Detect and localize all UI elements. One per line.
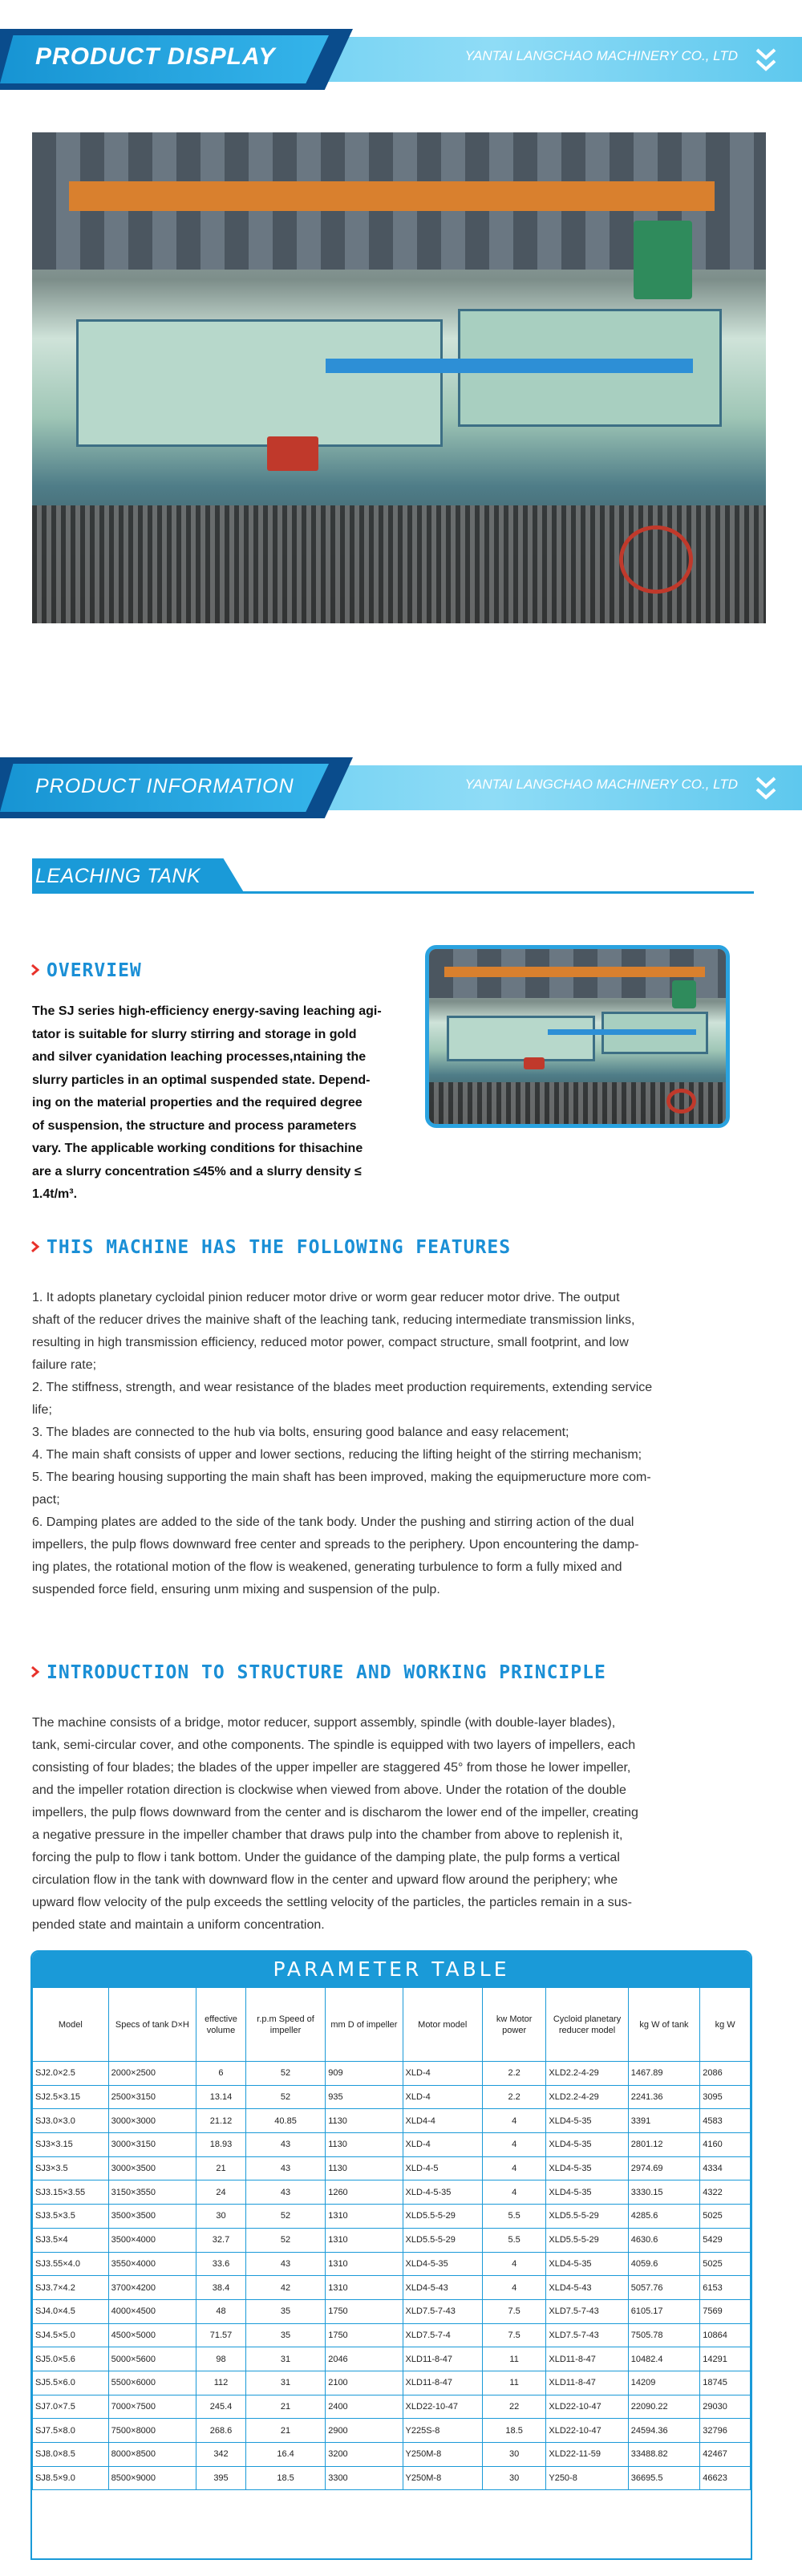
table-cell: 2.2: [482, 2062, 545, 2086]
chevron-right-icon: [30, 1665, 40, 1678]
table-cell: 7500×8000: [108, 2419, 196, 2443]
table-cell: 7505.78: [628, 2323, 700, 2347]
table-cell: 342: [196, 2443, 246, 2467]
table-row: [33, 2323, 751, 2347]
table-row: [33, 2371, 751, 2395]
table-cell: 1130: [326, 2109, 403, 2133]
table-cell: 16.4: [245, 2443, 325, 2467]
table-cell: SJ7.0×7.5: [33, 2395, 109, 2419]
table-cell: 24594.36: [628, 2419, 700, 2443]
table-cell: 4285.6: [628, 2205, 700, 2229]
table-row: [33, 2228, 751, 2252]
table-cell: SJ7.5×8.0: [33, 2419, 109, 2443]
table-cell: XLD11-8-47: [546, 2347, 628, 2371]
table-cell: SJ3.7×4.2: [33, 2276, 109, 2300]
overview-text: The SJ series high-efficiency energy-saving leaching agi- tator is suitable for slurry stirring and storage in gold and silver cyanidation leaching processes,ntaining the slurry particles in an optimal suspended state. Depend- ing on the material properties and the required degree of suspension, the structure and process parameters vary. The applicable working conditions for thisachine are a slurry concentration ≤45% and a slurry density ≤ 1.4t/m³.: [32, 1004, 382, 1201]
table-cell: 8000×8500: [108, 2443, 196, 2467]
table-cell: 43: [245, 2156, 325, 2180]
table-cell: 4160: [700, 2133, 751, 2157]
table-cell: 1130: [326, 2156, 403, 2180]
table-cell: 7569: [700, 2299, 751, 2323]
table-cell: 245.4: [196, 2395, 246, 2419]
parameter-table-title: PARAMETER TABLE: [32, 1952, 751, 1987]
table-cell: 3391: [628, 2109, 700, 2133]
table-cell: XLD-4-5: [403, 2156, 482, 2180]
table-cell: 4: [482, 2252, 545, 2276]
table-cell: 11: [482, 2347, 545, 2371]
table-cell: 52: [245, 2205, 325, 2229]
table-cell: XLD-4: [403, 2085, 482, 2109]
table-cell: 5.5: [482, 2228, 545, 2252]
table-cell: XLD5.5-5-29: [403, 2205, 482, 2229]
table-header-cell: kw Motor power: [482, 1988, 545, 2062]
table-cell: 1310: [326, 2228, 403, 2252]
table-cell: Y250M-8: [403, 2443, 482, 2467]
table-cell: 3500×4000: [108, 2228, 196, 2252]
table-cell: 32.7: [196, 2228, 246, 2252]
table-cell: 5025: [700, 2252, 751, 2276]
table-cell: 4: [482, 2276, 545, 2300]
table-cell: 10864: [700, 2323, 751, 2347]
section-title-text: LEACHING TANK: [35, 865, 201, 887]
table-row: [33, 2299, 751, 2323]
table-cell: 909: [326, 2062, 403, 2086]
table-cell: 2801.12: [628, 2133, 700, 2157]
table-cell: XLD11-8-47: [403, 2347, 482, 2371]
table-cell: SJ3.5×4: [33, 2228, 109, 2252]
table-cell: XLD-4: [403, 2062, 482, 2086]
table-cell: 2046: [326, 2347, 403, 2371]
table-cell: SJ8.5×9.0: [33, 2466, 109, 2490]
table-cell: XLD4-5-35: [403, 2252, 482, 2276]
table-cell: 33.6: [196, 2252, 246, 2276]
table-cell: SJ4.0×4.5: [33, 2299, 109, 2323]
table-cell: 42: [245, 2276, 325, 2300]
table-cell: 395: [196, 2466, 246, 2490]
table-cell: 1260: [326, 2180, 403, 2205]
table-cell: 3200: [326, 2443, 403, 2467]
table-cell: 4000×4500: [108, 2299, 196, 2323]
table-cell: 18.93: [196, 2133, 246, 2157]
table-cell: 5025: [700, 2205, 751, 2229]
table-cell: SJ4.5×5.0: [33, 2323, 109, 2347]
table-cell: 5500×6000: [108, 2371, 196, 2395]
table-cell: 3000×3500: [108, 2156, 196, 2180]
table-cell: 3000×3150: [108, 2133, 196, 2157]
table-cell: 2100: [326, 2371, 403, 2395]
table-cell: 3550×4000: [108, 2252, 196, 2276]
table-cell: 2974.69: [628, 2156, 700, 2180]
table-cell: SJ2.0×2.5: [33, 2062, 109, 2086]
table-cell: Y250M-8: [403, 2466, 482, 2490]
table-cell: XLD22-10-47: [546, 2419, 628, 2443]
table-cell: 2900: [326, 2419, 403, 2443]
features-text: 1. It adopts planetary cycloidal pinion reducer motor drive or worm gear reducer motor drive. The output shaft of the reducer drives the mainive shaft of the leaching tank, reducing intermediate transmission links, resulting in high transmission efficiency, reduced motor power, compact structure, small footprint, and low failure rate; 2. The stiffness, strength, and wear resistance of the blades meet production requirements, extending service life; 3. The blades are connected to the hub via bolts, ensuring good balance and easy relacement; 4. The main shaft consists of upper and lower sections, reducing the lifting height of the stirring mechanism; 5. The bearing housing supporting the main shaft has been improved, making the equipmeructure more com- pact; 6. Damping plates are added to the side of the tank body. Under the pushing and stirring action of the dual impellers, the pulp flows downward free center and spreads to the periphery. Upon encountering the damp- ing plates, the rotational motion of the flow is weakened, generating turbulence to form a fully mixed and suspended force field, ensuring unm mixing and suspension of the pulp.: [32, 1291, 653, 1596]
principle-heading: INTRODUCTION TO STRUCTURE AND WORKING PRINCIPLE: [30, 1662, 606, 1683]
table-cell: 43: [245, 2180, 325, 2205]
table-cell: XLD11-8-47: [403, 2371, 482, 2395]
table-cell: 4: [482, 2133, 545, 2157]
table-cell: 2400: [326, 2395, 403, 2419]
table-cell: 52: [245, 2085, 325, 2109]
table-cell: 5057.76: [628, 2276, 700, 2300]
table-cell: 7000×7500: [108, 2395, 196, 2419]
table-header-row: [33, 1988, 751, 2062]
table-cell: 24: [196, 2180, 246, 2205]
table-cell: 30: [482, 2443, 545, 2467]
table-row: [33, 2276, 751, 2300]
table-cell: 43: [245, 2133, 325, 2157]
table-header-cell: Model: [33, 1988, 109, 2062]
table-cell: 2.2: [482, 2085, 545, 2109]
table-cell: 14209: [628, 2371, 700, 2395]
table-cell: SJ3×3.5: [33, 2156, 109, 2180]
table-row: [33, 2252, 751, 2276]
table-cell: XLD4-5-43: [403, 2276, 482, 2300]
chevron-right-icon: [30, 1240, 40, 1253]
banner-company: YANTAI LANGCHAO MACHINERY CO., LTD: [464, 777, 738, 792]
table-cell: 14291: [700, 2347, 751, 2371]
table-cell: 29030: [700, 2395, 751, 2419]
table-cell: Y250-8: [546, 2466, 628, 2490]
table-cell: XLD4-5-43: [546, 2276, 628, 2300]
table-cell: 36695.5: [628, 2466, 700, 2490]
section-title: [32, 858, 754, 894]
features-heading: THIS MACHINE HAS THE FOLLOWING FEATURES: [30, 1237, 511, 1258]
table-header-cell: Motor model: [403, 1988, 482, 2062]
table-header-cell: Cycloid planetary reducer model: [546, 1988, 628, 2062]
table-cell: 5.5: [482, 2205, 545, 2229]
table-cell: 21: [196, 2156, 246, 2180]
table-cell: 4630.6: [628, 2228, 700, 2252]
table-cell: 5429: [700, 2228, 751, 2252]
table-row: [33, 2180, 751, 2205]
table-cell: 3700×4200: [108, 2276, 196, 2300]
table-cell: 52: [245, 2228, 325, 2252]
table-cell: XLD-4: [403, 2133, 482, 2157]
table-cell: 1310: [326, 2276, 403, 2300]
table-row: [33, 2419, 751, 2443]
table-row: [33, 2443, 751, 2467]
table-cell: XLD5.5-5-29: [546, 2228, 628, 2252]
table-cell: SJ3.15×3.55: [33, 2180, 109, 2205]
table-cell: SJ3.0×3.0: [33, 2109, 109, 2133]
parameter-table-grid: [32, 1987, 751, 2490]
table-cell: 1310: [326, 2252, 403, 2276]
table-row: [33, 2347, 751, 2371]
table-cell: 935: [326, 2085, 403, 2109]
table-cell: XLD2.2-4-29: [546, 2062, 628, 2086]
product-photo: [32, 132, 766, 623]
table-cell: 2500×3150: [108, 2085, 196, 2109]
table-header-cell: kg W: [700, 1988, 751, 2062]
overview-photo: [425, 945, 730, 1128]
table-cell: XLD4-5-35: [546, 2156, 628, 2180]
table-cell: 21.12: [196, 2109, 246, 2133]
table-cell: XLD22-10-47: [403, 2395, 482, 2419]
table-cell: 21: [245, 2419, 325, 2443]
table-cell: 30: [482, 2466, 545, 2490]
table-cell: SJ5.0×5.6: [33, 2347, 109, 2371]
table-cell: XLD22-10-47: [546, 2395, 628, 2419]
table-cell: 11: [482, 2371, 545, 2395]
table-cell: 268.6: [196, 2419, 246, 2443]
table-row: [33, 2085, 751, 2109]
table-cell: 1750: [326, 2323, 403, 2347]
table-cell: XLD7.5-7-4: [403, 2323, 482, 2347]
overview-heading: OVERVIEW: [30, 960, 142, 981]
table-cell: 18.5: [245, 2466, 325, 2490]
table-cell: 48: [196, 2299, 246, 2323]
table-cell: 5000×5600: [108, 2347, 196, 2371]
table-row: [33, 2395, 751, 2419]
table-cell: 4322: [700, 2180, 751, 2205]
table-cell: 30: [196, 2205, 246, 2229]
table-cell: 1750: [326, 2299, 403, 2323]
table-cell: 4: [482, 2180, 545, 2205]
product-display-banner: [0, 29, 802, 90]
chevron-down-icon: [754, 773, 778, 802]
table-cell: 1310: [326, 2205, 403, 2229]
table-cell: XLD2.2-4-29: [546, 2085, 628, 2109]
table-cell: 52: [245, 2062, 325, 2086]
table-cell: 7.5: [482, 2299, 545, 2323]
table-cell: XLD5.5-5-29: [546, 2205, 628, 2229]
table-header-cell: Specs of tank D×H: [108, 1988, 196, 2062]
table-cell: XLD7.5-7-43: [546, 2299, 628, 2323]
table-cell: XLD-4-5-35: [403, 2180, 482, 2205]
table-cell: 42467: [700, 2443, 751, 2467]
table-cell: 4: [482, 2156, 545, 2180]
table-cell: 18.5: [482, 2419, 545, 2443]
table-cell: 40.85: [245, 2109, 325, 2133]
product-information-banner: [0, 757, 802, 818]
banner-title: PRODUCT INFORMATION: [35, 775, 294, 797]
table-cell: XLD22-11-59: [546, 2443, 628, 2467]
table-cell: 3095: [700, 2085, 751, 2109]
table-cell: 6153: [700, 2276, 751, 2300]
table-cell: 1130: [326, 2133, 403, 2157]
table-cell: SJ3.55×4.0: [33, 2252, 109, 2276]
table-cell: 112: [196, 2371, 246, 2395]
table-cell: 2241.36: [628, 2085, 700, 2109]
table-cell: 18745: [700, 2371, 751, 2395]
table-cell: 3300: [326, 2466, 403, 2490]
table-row: [33, 2133, 751, 2157]
table-cell: 6105.17: [628, 2299, 700, 2323]
table-cell: SJ3.5×3.5: [33, 2205, 109, 2229]
table-cell: 35: [245, 2299, 325, 2323]
table-cell: 13.14: [196, 2085, 246, 2109]
table-cell: 2000×2500: [108, 2062, 196, 2086]
table-cell: 21: [245, 2395, 325, 2419]
table-row: [33, 2205, 751, 2229]
table-cell: 2086: [700, 2062, 751, 2086]
table-cell: XLD4-5-35: [546, 2180, 628, 2205]
table-cell: 1467.89: [628, 2062, 700, 2086]
table-cell: SJ3×3.15: [33, 2133, 109, 2157]
table-header-cell: mm D of impeller: [326, 1988, 403, 2062]
table-cell: XLD4-5-35: [546, 2109, 628, 2133]
table-cell: 43: [245, 2252, 325, 2276]
table-cell: 22: [482, 2395, 545, 2419]
table-cell: Y225S-8: [403, 2419, 482, 2443]
table-cell: XLD4-4: [403, 2109, 482, 2133]
table-header-cell: effective volume: [196, 1988, 246, 2062]
table-cell: SJ5.5×6.0: [33, 2371, 109, 2395]
table-cell: 3500×3500: [108, 2205, 196, 2229]
table-cell: 35: [245, 2323, 325, 2347]
banner-title: PRODUCT DISPLAY: [35, 43, 276, 70]
table-cell: 31: [245, 2371, 325, 2395]
table-cell: SJ8.0×8.5: [33, 2443, 109, 2467]
table-cell: 33488.82: [628, 2443, 700, 2467]
table-cell: 8500×9000: [108, 2466, 196, 2490]
table-cell: XLD7.5-7-43: [546, 2323, 628, 2347]
table-cell: 71.57: [196, 2323, 246, 2347]
table-cell: XLD11-8-47: [546, 2371, 628, 2395]
chevron-down-icon: [754, 45, 778, 74]
table-row: [33, 2062, 751, 2086]
table-cell: 4583: [700, 2109, 751, 2133]
table-cell: 3330.15: [628, 2180, 700, 2205]
chevron-right-icon: [30, 963, 40, 976]
table-cell: 3150×3550: [108, 2180, 196, 2205]
table-cell: XLD5.5-5-29: [403, 2228, 482, 2252]
table-row: [33, 2109, 751, 2133]
table-header-cell: kg W of tank: [628, 1988, 700, 2062]
table-cell: 7.5: [482, 2323, 545, 2347]
table-body: [33, 2062, 751, 2490]
parameter-table: [30, 1950, 752, 2560]
table-header-cell: r.p.m Speed of impeller: [245, 1988, 325, 2062]
table-row: [33, 2156, 751, 2180]
table-cell: 98: [196, 2347, 246, 2371]
table-cell: 31: [245, 2347, 325, 2371]
table-cell: 4334: [700, 2156, 751, 2180]
table-cell: XLD7.5-7-43: [403, 2299, 482, 2323]
section-divider: [32, 891, 754, 894]
table-cell: 32796: [700, 2419, 751, 2443]
table-cell: XLD4-5-35: [546, 2133, 628, 2157]
table-cell: SJ2.5×3.15: [33, 2085, 109, 2109]
table-cell: 46623: [700, 2466, 751, 2490]
table-cell: 3000×3000: [108, 2109, 196, 2133]
table-row: [33, 2466, 751, 2490]
table-cell: 4059.6: [628, 2252, 700, 2276]
table-cell: 10482.4: [628, 2347, 700, 2371]
table-cell: 4: [482, 2109, 545, 2133]
table-cell: 22090.22: [628, 2395, 700, 2419]
table-cell: XLD4-5-35: [546, 2252, 628, 2276]
table-cell: 4500×5000: [108, 2323, 196, 2347]
principle-text: The machine consists of a bridge, motor reducer, support assembly, spindle (with double-layer blades), tank, semi-circular cover, and othe components. The spindle is equipped with two layers of impellers, each consisting of four blades; the blades of the upper impeller are staggered 45° from those he lower impeller, and the impeller rotation direction is clockwise when viewed from above. Under the rotation of the double impellers, the pulp flows downward from the center and is discharom the lower end of the impeller, creating a negative pressure in the impeller chamber that draws pulp into the chamber from above to replenish it, forcing the pulp to flow i tank bottom. Under the guidance of the damping plate, the pulp forms a vertical circulation flow in the tank with downward flow in the center and upward flow around the periphery; whe upward flow velocity of the pulp exceeds the settling velocity of the particles, the particles remain in a sus- pended state and maintain a uniform concentration.: [32, 1716, 638, 1932]
table-cell: 6: [196, 2062, 246, 2086]
table-cell: 38.4: [196, 2276, 246, 2300]
banner-company: YANTAI LANGCHAO MACHINERY CO., LTD: [464, 48, 738, 63]
